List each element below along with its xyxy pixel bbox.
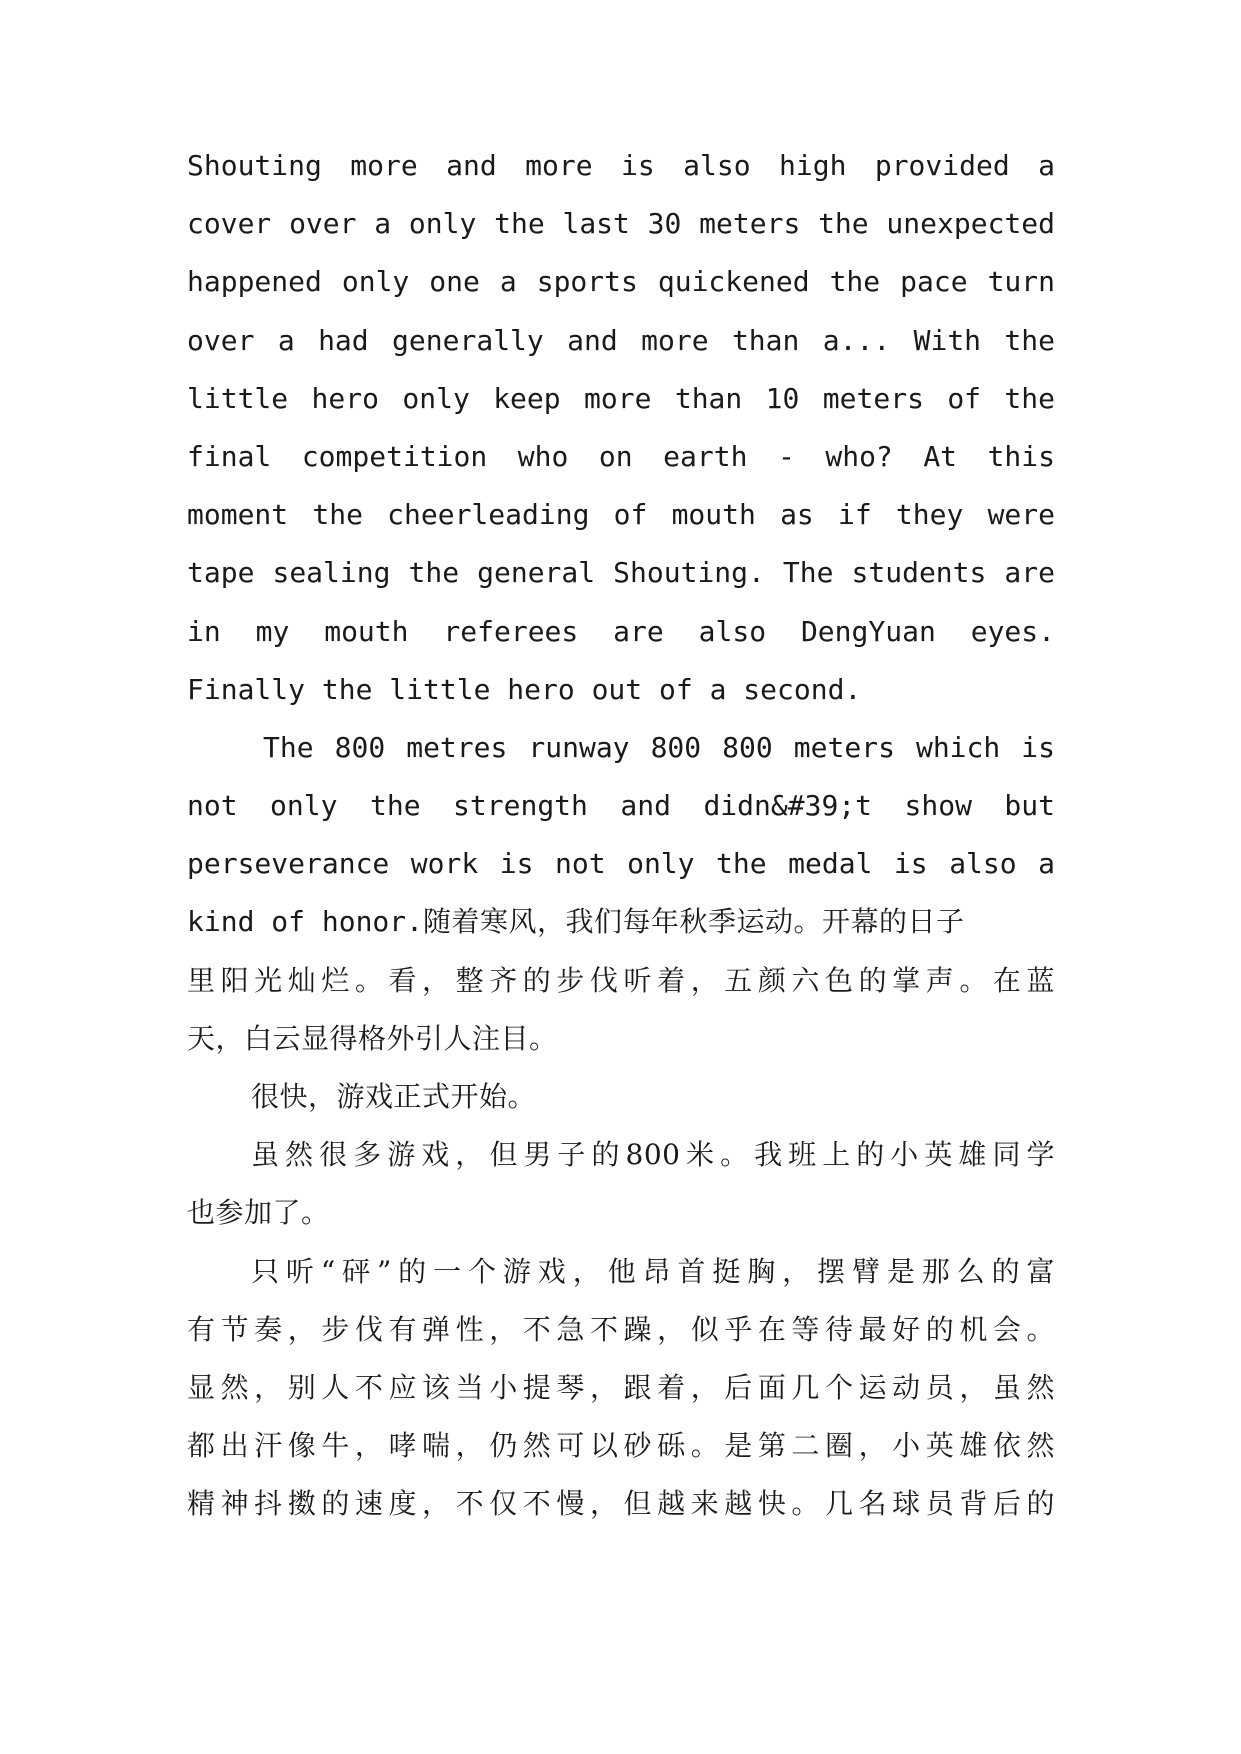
- document-body: [187, 137, 1055, 1534]
- paragraph-2-line-4: [187, 893, 1055, 951]
- paragraph-1-line-5: little hero only keep more than 10 meters of the: [187, 381, 1055, 415]
- paragraph-4-line-1: 虽然很多游戏，但男子的800米。我班上的小英雄同学: [251, 1138, 1055, 1172]
- paragraph-4-line-2: 也参加了。: [187, 1196, 330, 1230]
- paragraph-2-line-4-english: kind of honor.: [187, 905, 424, 939]
- paragraph-1-line-10: Finally the little hero out of a second.: [187, 672, 862, 706]
- paragraph-2-line-2: not only the strength and didn&#39;t show but: [187, 789, 1055, 823]
- paragraph-1-line-2: cover over a only the last 30 meters the unexpected: [187, 207, 1055, 241]
- paragraph-1-line-9: in my mouth referees are also DengYuan eyes.: [187, 614, 1055, 648]
- paragraph-1-line-4: over a had generally and more than a... With the: [187, 323, 1055, 357]
- paragraph-2-line-6: 天，白云显得格外引人注目。: [187, 1021, 558, 1055]
- paragraph-1-line-8: tape sealing the general Shouting. The students are: [187, 556, 1055, 590]
- paragraph-1-line-6: final competition who on earth - who? At this: [187, 439, 1055, 473]
- paragraph-2-line-4-chinese: 随着寒风，我们每年秋季运动。开幕的日子: [423, 905, 965, 939]
- paragraph-1-line-3: happened only one a sports quickened the pace turn: [187, 265, 1055, 299]
- paragraph-2-line-3: perseverance work is not only the medal is also a: [187, 847, 1055, 881]
- paragraph-1-line-1: Shouting more and more is also high provided a: [187, 149, 1055, 182]
- paragraph-1-line-7: moment the cheerleading of mouth as if they were: [187, 498, 1055, 532]
- paragraph-2-line-1: The 800 metres runway 800 800 meters which is: [263, 730, 1055, 764]
- paragraph-5-line-1: 只听“砰”的一个游戏，他昂首挺胸，摆臂是那么的富: [251, 1254, 1055, 1288]
- paragraph-5-line-4: 都出汗像牛，哮喘，仍然可以砂砾。是第二圈，小英雄依然: [187, 1429, 1055, 1463]
- paragraph-5-line-3: 显然，别人不应该当小提琴，跟着，后面几个运动员，虽然: [187, 1370, 1055, 1404]
- paragraph-5-line-2: 有节奏，步伐有弹性，不急不躁，似乎在等待最好的机会。: [187, 1312, 1055, 1346]
- paragraph-2-line-5: 里阳光灿烂。看，整齐的步伐听着，五颜六色的掌声。在蓝: [187, 963, 1055, 997]
- paragraph-5-line-5: 精神抖擞的速度，不仅不慢，但越来越快。几名球员背后的: [187, 1487, 1055, 1521]
- paragraph-3-line-1: 很快，游戏正式开始。: [251, 1080, 537, 1113]
